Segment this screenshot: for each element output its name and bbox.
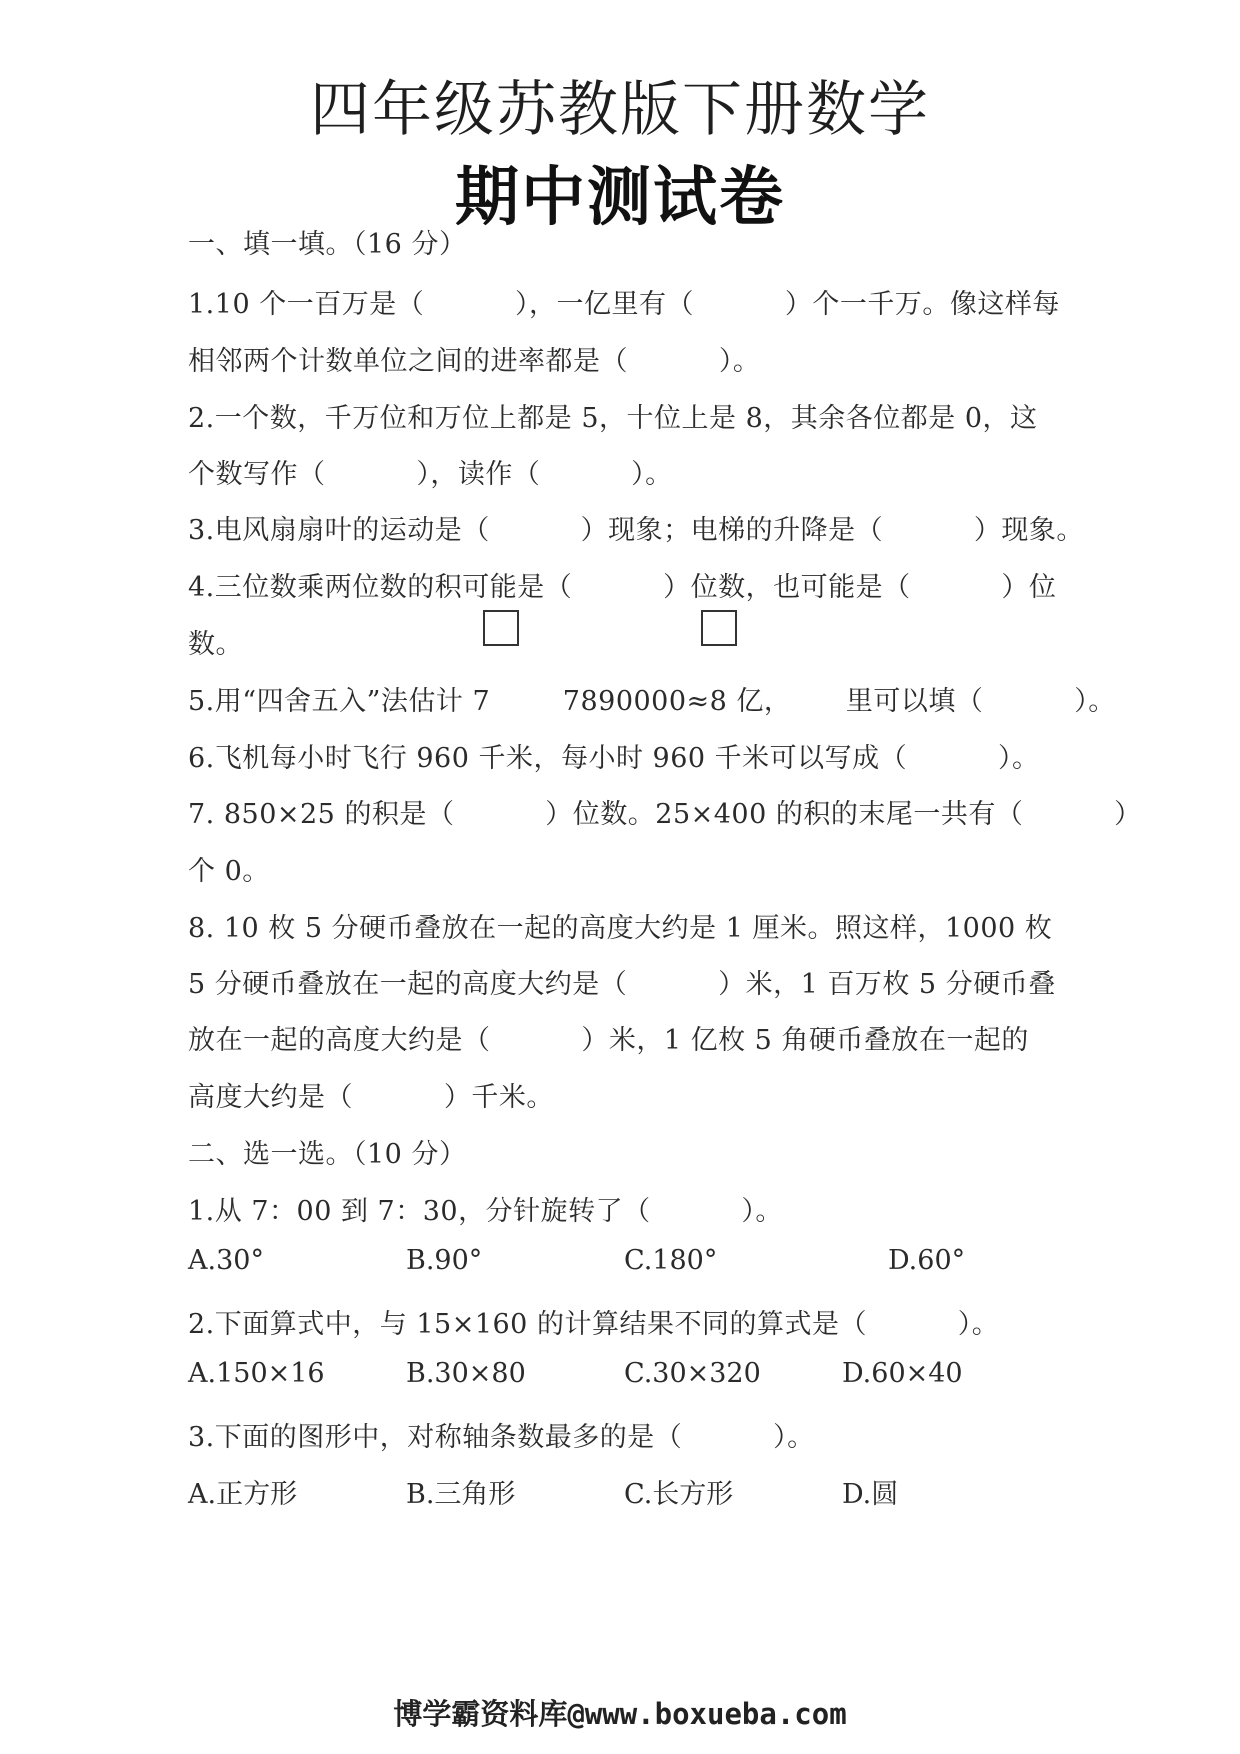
section1-line: 高度大约是（ ）千米。 [188, 1082, 554, 1113]
section1-line: 5.用“四舍五入”法估计 7 7890000≈8 亿， 里可以填（ ）。 [188, 686, 1116, 717]
footer-watermark: 博学霸资料库@www.boxueba.com [393, 1697, 847, 1731]
section1-line: 5 分硬币叠放在一起的高度大约是（ ）米，1 百万枚 5 分硬币叠 [188, 969, 1056, 1000]
option-a: A.150×16 [188, 1358, 325, 1389]
answer-box [483, 610, 519, 646]
section1-line: 个 0。 [188, 856, 270, 887]
section1-line: 8. 10 枚 5 分硬币叠放在一起的高度大约是 1 厘米。照这样，1000 枚 [188, 913, 1053, 944]
option-b: B.90° [406, 1245, 483, 1276]
option-a: A.30° [188, 1245, 264, 1276]
option-d: D.60° [888, 1245, 966, 1276]
option-d: D.60×40 [842, 1358, 963, 1389]
option-c: C.180° [624, 1245, 718, 1276]
option-c: C.长方形 [624, 1479, 734, 1510]
question-text: 2.下面算式中，与 15×160 的计算结果不同的算式是（ ）。 [188, 1309, 1000, 1340]
section1-line: 相邻两个计数单位之间的进率都是（ ）。 [188, 346, 761, 377]
option-a: A.正方形 [188, 1479, 298, 1510]
section1-line: 6.飞机每小时飞行 960 千米，每小时 960 千米可以写成（ ）。 [188, 743, 1040, 774]
section1-line: 3.电风扇扇叶的运动是（ ）现象；电梯的升降是（ ）现象。 [188, 515, 1084, 546]
option-c: C.30×320 [624, 1358, 761, 1389]
question-text: 1.从 7：00 到 7：30，分针旋转了（ ）。 [188, 1196, 783, 1227]
section1-line: 1.10 个一百万是（ ），一亿里有（ ）个一千万。像这样每 [188, 289, 1060, 320]
section1-line: 7. 850×25 的积是（ ）位数。25×400 的积的末尾一共有（ ） [188, 799, 1142, 830]
page-title: 四年级苏教版下册数学 [310, 75, 930, 145]
section1-line: 2.一个数，千万位和万位上都是 5，十位上是 8，其余各位都是 0，这 [188, 403, 1038, 434]
page-subtitle: 期中测试卷 [455, 161, 785, 235]
section1-line: 数。 [188, 629, 243, 660]
section1-line: 4.三位数乘两位数的积可能是（ ）位数，也可能是（ ）位 [188, 572, 1057, 603]
section1-line: 个数写作（ ），读作（ ）。 [188, 459, 673, 490]
section2-heading: 二、选一选。（10 分） [188, 1139, 467, 1170]
answer-box [701, 610, 737, 646]
question-text: 3.下面的图形中，对称轴条数最多的是（ ）。 [188, 1422, 815, 1453]
option-b: B.三角形 [406, 1479, 516, 1510]
option-b: B.30×80 [406, 1358, 526, 1389]
section1-line: 放在一起的高度大约是（ ）米，1 亿枚 5 角硬币叠放在一起的 [188, 1025, 1029, 1056]
option-d: D.圆 [842, 1479, 899, 1510]
section1-heading: 一、填一填。（16 分） [188, 229, 467, 260]
